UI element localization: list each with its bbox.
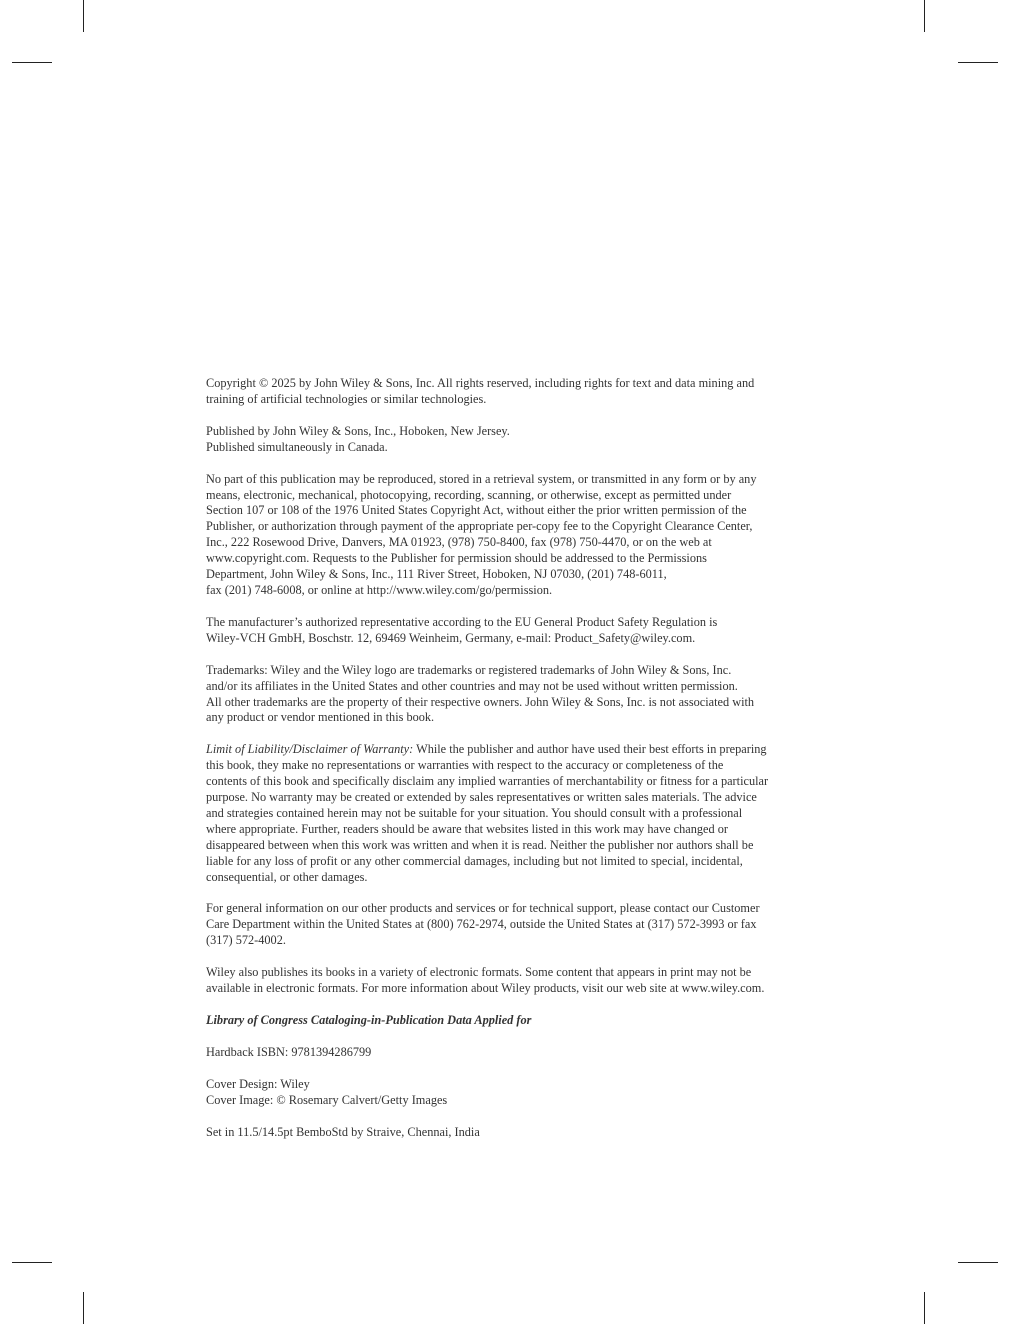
text-line: and/or its affiliates in the United States and other countries and may not be used without written permission. [206, 678, 738, 693]
isbn-line: Hardback ISBN: 9781394286799 [206, 1044, 372, 1059]
text-line: consequential, or other damages. [206, 869, 368, 884]
crop-mark-top-right [924, 0, 925, 32]
text-line: Inc., 222 Rosewood Drive, Danvers, MA 01923, (978) 750-8400, fax (978) 750-4470, or on the web at [206, 535, 712, 550]
liability-first-line: While the publisher and author have used their best efforts in preparing [413, 742, 767, 757]
text-line: For general information on our other products and services or for technical support, please contact our Customer [206, 901, 760, 916]
general-information [206, 901, 810, 949]
cover-image-line: Cover Image: © Rosemary Calvert/Getty Images [206, 1092, 448, 1107]
text-line: Published simultaneously in Canada. [206, 439, 388, 454]
isbn-block [206, 1045, 810, 1061]
crop-mark-bottom-right-horizontal [958, 1262, 998, 1263]
text-line: www.copyright.com. Requests to the Publisher for permission should be addressed to the Permissions [206, 551, 707, 566]
crop-mark-top-right-horizontal [958, 62, 998, 63]
liability-disclaimer [206, 742, 810, 885]
text-line: Section 107 or 108 of the 1976 United States Copyright Act, without either the prior written permission of the [206, 503, 747, 518]
crop-mark-bottom-left [83, 1292, 84, 1324]
cover-credits [206, 1077, 810, 1109]
text-line: purpose. No warranty may be created or extended by sales representatives or written sales materials. The advice [206, 790, 757, 805]
text-line: fax (201) 748-6008, or online at http://www.wiley.com/go/permission. [206, 582, 553, 597]
text-line: All other trademarks are the property of their respective owners. John Wiley & Sons, Inc. is not associated with [206, 694, 755, 709]
text-line: this book, they make no representations or warranties with respect to the accuracy or completeness of the [206, 758, 724, 773]
crop-mark-bottom-left-horizontal [12, 1262, 52, 1263]
trademarks-notice [206, 663, 810, 727]
text-line: Copyright © 2025 by John Wiley & Sons, Inc. All rights reserved, including rights for text and data mining and [206, 376, 755, 390]
text-line: The manufacturer’s authorized representative according to the EU General Product Safety Regulation is [206, 614, 718, 629]
text-line: Wiley-VCH GmbH, Boschstr. 12, 69469 Weinheim, Germany, e-mail: Product_Safety@wiley.com. [206, 630, 696, 645]
text-line: Care Department within the United States at (800) 762-2974, outside the United States at (317) 572-3993 or fax [206, 917, 757, 932]
copyright-page [206, 376, 810, 1157]
text-line: available in electronic formats. For more information about Wiley products, visit our web site at www.wiley.com. [206, 981, 765, 996]
text-line: Department, John Wiley & Sons, Inc., 111 River Street, Hoboken, NJ 07030, (201) 748-6011, [206, 567, 667, 582]
cover-design-line: Cover Design: Wiley [206, 1076, 310, 1091]
reproduction-notice [206, 472, 810, 599]
liability-heading: Limit of Liability/Disclaimer of Warranty: [206, 742, 414, 757]
crop-mark-bottom-right [924, 1292, 925, 1324]
crop-mark-top-left-horizontal [12, 62, 52, 63]
electronic-formats-notice [206, 965, 810, 997]
text-line: means, electronic, mechanical, photocopying, recording, scanning, or otherwise, except as permitted under [206, 487, 732, 502]
publisher-notice [206, 424, 810, 456]
manufacturer-notice [206, 615, 810, 647]
text-line: and strategies contained herein may not be suitable for your situation. You should consult with a professional [206, 805, 743, 820]
typeset-line: Set in 11.5/14.5pt BemboStd by Straive, Chennai, India [206, 1124, 480, 1139]
text-line: training of artificial technologies or similar technologies. [206, 391, 487, 406]
cip-heading: Library of Congress Cataloging-in-Publication Data Applied for [206, 1013, 532, 1027]
text-line: contents of this book and specifically disclaim any implied warranties of merchantability or fitness for a particular [206, 774, 769, 789]
text-line: Wiley also publishes its books in a variety of electronic formats. Some content that appears in print may not be [206, 965, 752, 980]
text-line: Trademarks: Wiley and the Wiley logo are trademarks or registered trademarks of John Wiley & Sons, Inc. [206, 662, 732, 677]
text-line: any product or vendor mentioned in this book. [206, 710, 435, 725]
copyright-notice [206, 376, 810, 408]
crop-mark-top-left [83, 0, 84, 32]
cip-block [206, 1013, 810, 1029]
text-line: liable for any loss of profit or any other commercial damages, including but not limited to special, incidental, [206, 853, 743, 868]
text-line: No part of this publication may be reproduced, stored in a retrieval system, or transmitted in any form or by any [206, 471, 757, 486]
text-line: Published by John Wiley & Sons, Inc., Hoboken, New Jersey. [206, 423, 510, 438]
text-line: Publisher, or authorization through payment of the appropriate per-copy fee to the Copyright Clearance Center, [206, 519, 753, 534]
text-line: where appropriate. Further, readers should be aware that websites listed in this work may have changed or [206, 821, 728, 836]
text-line: (317) 572-4002. [206, 933, 286, 948]
text-line [206, 742, 810, 758]
text-line: disappeared between when this work was written and when it is read. Neither the publisher nor authors shall be [206, 837, 754, 852]
typeset-block [206, 1125, 810, 1141]
